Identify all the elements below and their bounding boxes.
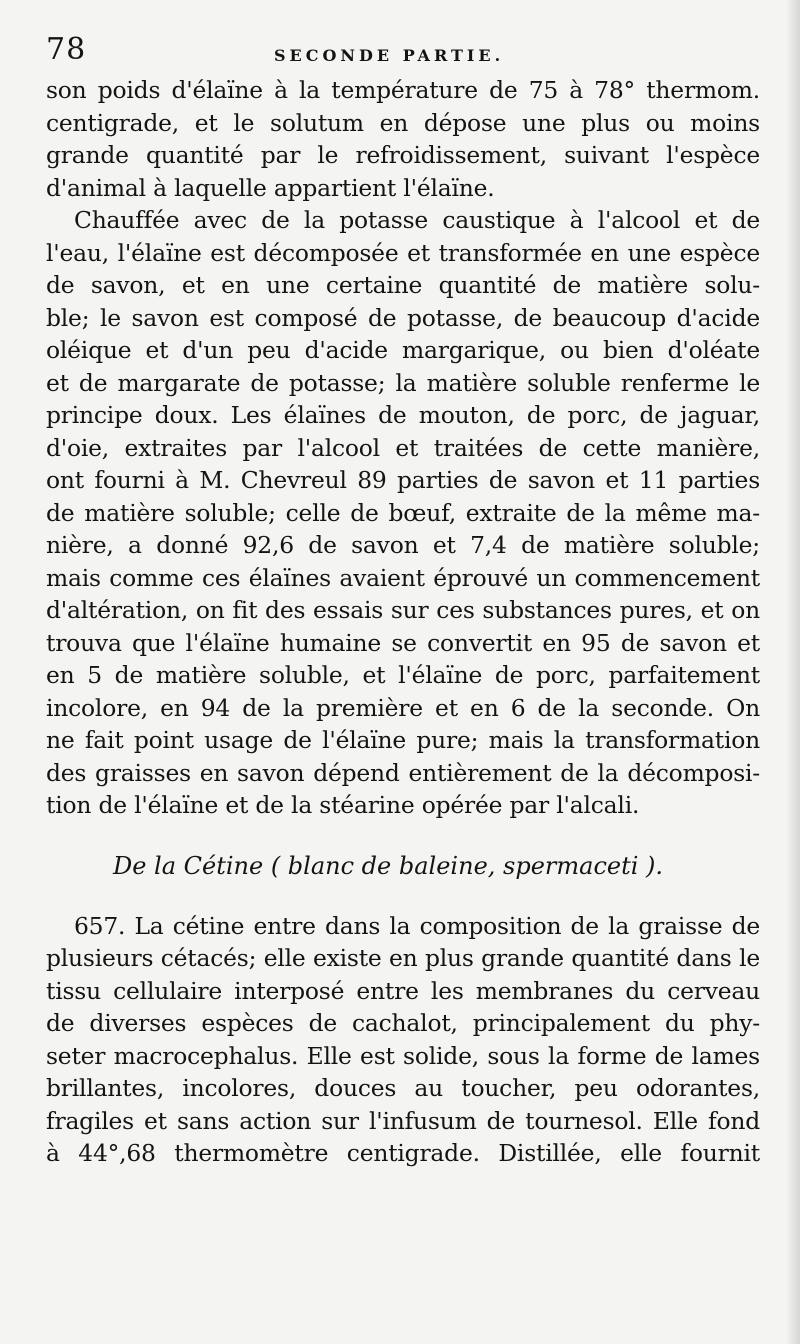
- paragraph-3: [46, 910, 760, 1170]
- text-line: seter macrocephalus. Elle est solide, sous la forme de lames: [46, 1041, 760, 1070]
- text-line: tion de l'élaïne et de la stéarine opérée par l'alcali.: [46, 791, 640, 819]
- text-line: en 5 de matière soluble, et l'élaïne de porc, parfaitement: [46, 661, 760, 689]
- text-line: d'animal à laquelle appartient l'élaïne.: [46, 173, 495, 202]
- text-line: plusieurs cétacés; elle existe en plus grande quantité dans le: [46, 944, 760, 972]
- text-line: Chauffée avec de la potasse caustique à l'alcool et de: [74, 206, 760, 234]
- text-line: oléique et d'un peu d'acide margarique, ou bien d'oléate: [46, 336, 760, 364]
- text-line: et de margarate de potasse; la matière soluble renferme le: [46, 368, 760, 397]
- text-line: d'oie, extraites par l'alcool et traitées de cette manière,: [46, 433, 760, 462]
- text-line: fragiles et sans action sur l'infusum de tournesol. Elle fond: [46, 1106, 760, 1135]
- text-line: grande quantité par le refroidissement, suivant l'espèce: [46, 141, 760, 169]
- section-heading: De la Cétine ( blanc de baleine, spermaceti ).: [112, 851, 664, 880]
- text-line: principe doux. Les élaïnes de mouton, de porc, de jaguar,: [46, 401, 760, 429]
- text-line: incolore, en 94 de la première et en 6 de la seconde. On: [46, 693, 760, 722]
- text-line: centigrade, et le solutum en dépose une plus ou moins: [46, 108, 760, 137]
- text-line: d'altération, on fit des essais sur ces substances pures, et on: [46, 596, 760, 624]
- running-head: SECONDE PARTIE.: [274, 46, 505, 65]
- text-line: des graisses en savon dépend entièrement de la décomposi-: [46, 758, 760, 787]
- page-body: [46, 74, 760, 1170]
- text-line: nière, a donné 92,6 de savon et 7,4 de matière soluble;: [46, 531, 760, 559]
- text-line: de diverses espèces de cachalot, principalement du phy-: [46, 1009, 760, 1037]
- text-line: ont fourni à M. Chevreul 89 parties de savon et 11 parties: [46, 466, 760, 494]
- text-line: 657. La cétine entre dans la composition de la graisse de: [74, 911, 760, 940]
- paragraph-1: [46, 74, 760, 204]
- text-line: de matière soluble; celle de bœuf, extraite de la même ma-: [46, 498, 760, 527]
- text-line: tissu cellulaire interposé entre les membranes du cerveau: [46, 976, 760, 1005]
- text-line: ne fait point usage de l'élaïne pure; mais la transformation: [46, 726, 760, 754]
- page-number: 78: [46, 32, 87, 67]
- text-line: trouva que l'élaïne humaine se convertit en 95 de savon et: [46, 628, 760, 657]
- text-line: mais comme ces élaïnes avaient éprouvé un commencement: [46, 563, 760, 592]
- text-line: l'eau, l'élaïne est décomposée et transformée en une espèce: [46, 238, 760, 267]
- paragraph-2: [46, 204, 760, 822]
- text-line: à 44°,68 thermomètre centigrade. Distillée, elle fournit: [46, 1139, 760, 1167]
- text-line: de savon, et en une certaine quantité de matière solu-: [46, 271, 760, 299]
- text-line: son poids d'élaïne à la température de 75 à 78° thermom.: [46, 76, 760, 104]
- text-line: brillantes, incolores, douces au toucher, peu odorantes,: [46, 1074, 760, 1102]
- text-line: ble; le savon est composé de potasse, de beaucoup d'acide: [46, 303, 760, 332]
- page-header: [46, 30, 758, 70]
